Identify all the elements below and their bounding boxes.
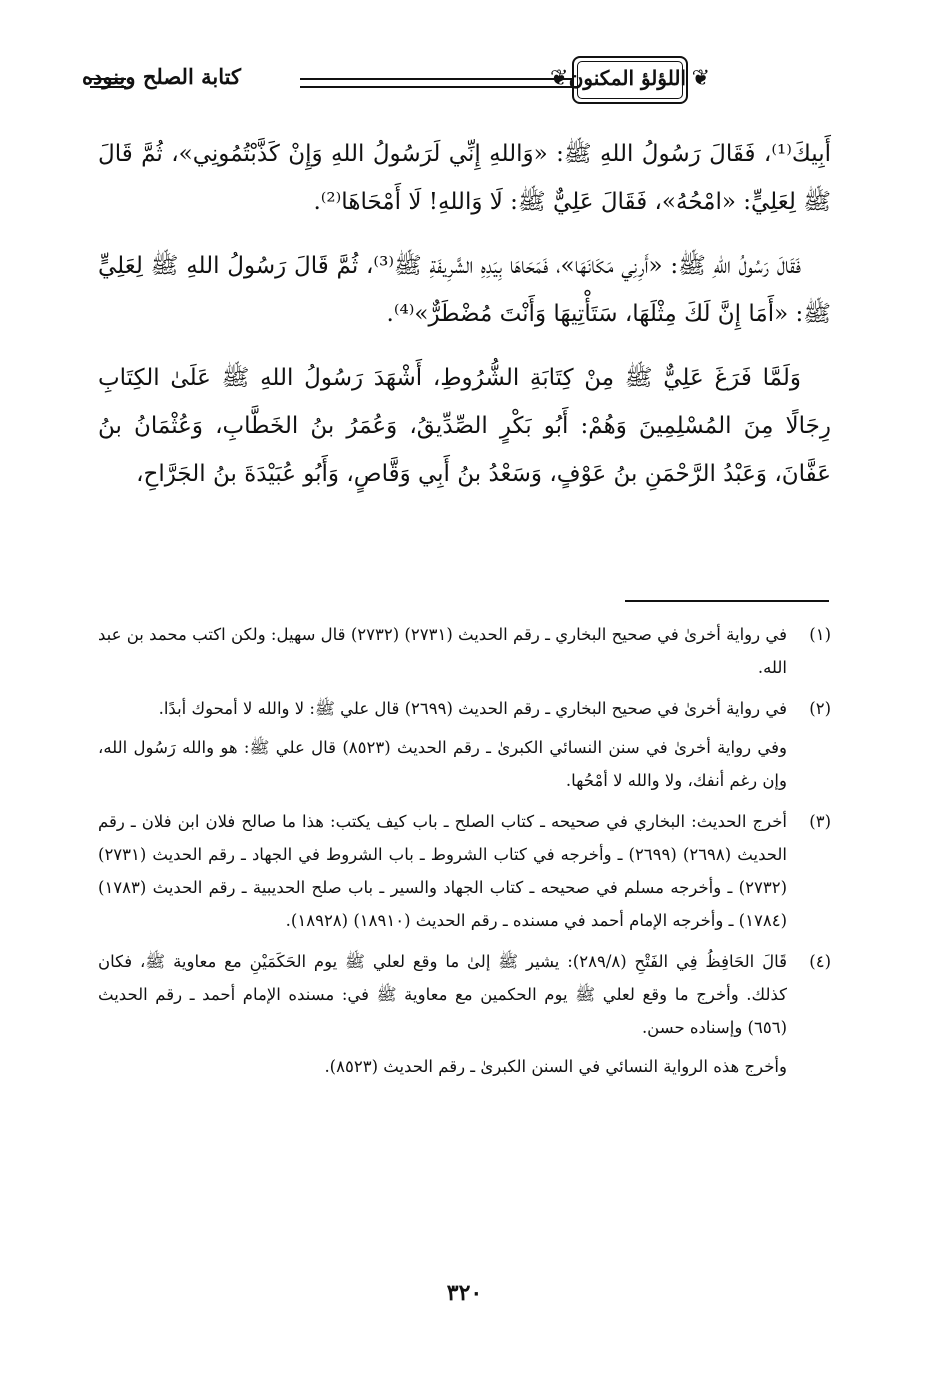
page-number: ٣٢٠ [446, 1280, 483, 1306]
main-text [98, 130, 831, 498]
footnote-paragraph: وأخرج هذه الرواية النسائي في السنن الكبرىٰ ـ رقم الحديث (٨٥٢٣). [324, 1057, 787, 1076]
book-title: اللؤلؤ المكنون [568, 66, 686, 90]
footnote-text [98, 618, 787, 684]
paragraph-1: أَبِيكَ⁽¹⁾، فَقَالَ رَسُولُ اللهِ ﷺ: «وَاللهِ إِنِّي لَرَسُولُ اللهِ وَإِنْ كَذَّبْتُمُونِي»، ثُمَّ قَالَ ﷺ لِعَلِيٍّ: «امْحُهُ»، فَقَالَ عَلِيٌّ ﷺ: لَا وَاللهِ! لَا أَمْحَاهَا⁽²⁾. [98, 141, 831, 215]
footnote-paragraph: أخرج الحديث: البخاري في صحيحه ـ كتاب الصلح ـ باب كيف يكتب: هذا ما صالح فلان ابن فلان ـ رقم الحديث (٢٦٩٨) (٢٦٩٩) ـ وأخرجه في كتاب الشروط ـ باب الشروط في الجهاد ـ رقم الحديث (٢٧٣١) (٢٧٣٢) ـ وأخرجه مسلم في صحيحه ـ كتاب الجهاد والسير ـ باب صلح الحديبية ـ رقم الحديث (١٧٨٣) (١٧٨٤) ـ وأخرجه الإمام أحمد في مسنده ـ رقم الحديث (١٨٩١٠) (١٨٩٢٨). [98, 812, 787, 930]
footnote-paragraph: قَالَ الحَافِظُ فِي الفَتْحِ (٢٨٩/٨): يشير ﷺ إلىٰ ما وقع لعلي ﷺ يوم الحَكَمَيْنِ مع معاوية ﷺ، فكان كذلك. وأخرج ما وقع لعلي ﷺ يوم الحكمين مع معاوية ﷺ في: مسنده الإمام أحمد ـ رقم الحديث (٦٥٦) وإسناده حسن. [98, 952, 788, 1037]
footnote-3 [98, 805, 831, 937]
footnote-separator [625, 600, 829, 602]
paragraph-3: وَلَمَّا فَرَغَ عَلِيٌّ ﷺ مِنْ كِتَابَةِ الشُّرُوطِ، أَشْهَدَ رَسُولُ اللهِ ﷺ عَلَىٰ الكِتَابِ رِجَالًا مِنَ المُسْلِمِينَ وَهُمْ: أَبُو بَكْرٍ الصِّدِّيقُ، وَعُمَرُ بنُ الخَطَّابِ، وَعُثْمَانُ بنُ عَفَّانَ، وَعَبْدُ الرَّحْمَنِ بنُ عَوْفٍ، وَسَعْدُ بنُ أَبِي وَقَّاصٍ، وَأَبُو عُبَيْدَةَ بنُ الجَرَّاحِ، [98, 365, 831, 487]
footnote-4 [98, 945, 831, 1083]
footnote-paragraph: في رواية أخرىٰ في صحيح البخاري ـ رقم الحديث (٢٦٩٩) قال علي ﷺ: لا والله لا أمحوك أبدًا. [158, 699, 787, 718]
paragraph-2: فَقَالَ رَسُولُ اللهِ ﷺ: «أَرِنِي مَكَانَهَا»، فَمَحَاهَا بِيَدِهِ الشَّرِيفَةِ ﷺ⁽³⁾، ثُمَّ قَالَ رَسُولُ اللهِ ﷺ لِعَلِيٍّ ﷺ: «أَمَا إِنَّ لَكَ مِثْلَهَا، سَتَأْتِيهَا وَأَنْتَ مُضْطَرٌّ»⁽⁴⁾. [98, 253, 831, 327]
footnote-paragraph: وفي رواية أخرىٰ في سنن النسائي الكبرىٰ ـ رقم الحديث (٨٥٢٣) قال علي ﷺ: هو والله رَسُول الله، وإن رغم أنفك، ولا والله لا أمْحُها. [98, 738, 787, 790]
footnote-2 [98, 692, 831, 797]
footnote-text [98, 945, 787, 1083]
book-title-frame [550, 56, 710, 104]
running-header [82, 52, 834, 112]
footnotes [98, 618, 831, 1091]
footnote-text [98, 805, 787, 937]
footnote-number: (٣) [809, 812, 831, 831]
footnote-text [98, 692, 787, 797]
chapter-title: كتابة الصلح وبنوده [82, 64, 241, 89]
ornament-right-icon: ❦ [691, 66, 710, 91]
footnote-number: (٢) [809, 699, 831, 718]
footnote-number: (١) [809, 625, 831, 644]
footnote-number: (٤) [809, 952, 831, 971]
header-rule-middle [300, 78, 574, 88]
footnote-1 [98, 618, 831, 684]
ornament-left-icon: ❦ [550, 66, 569, 91]
footnote-paragraph: في رواية أخرىٰ في صحيح البخاري ـ رقم الحديث (٢٧٣١) (٢٧٣٢) قال سهيل: ولكن اكتب محمد بن عبد الله. [98, 625, 787, 677]
